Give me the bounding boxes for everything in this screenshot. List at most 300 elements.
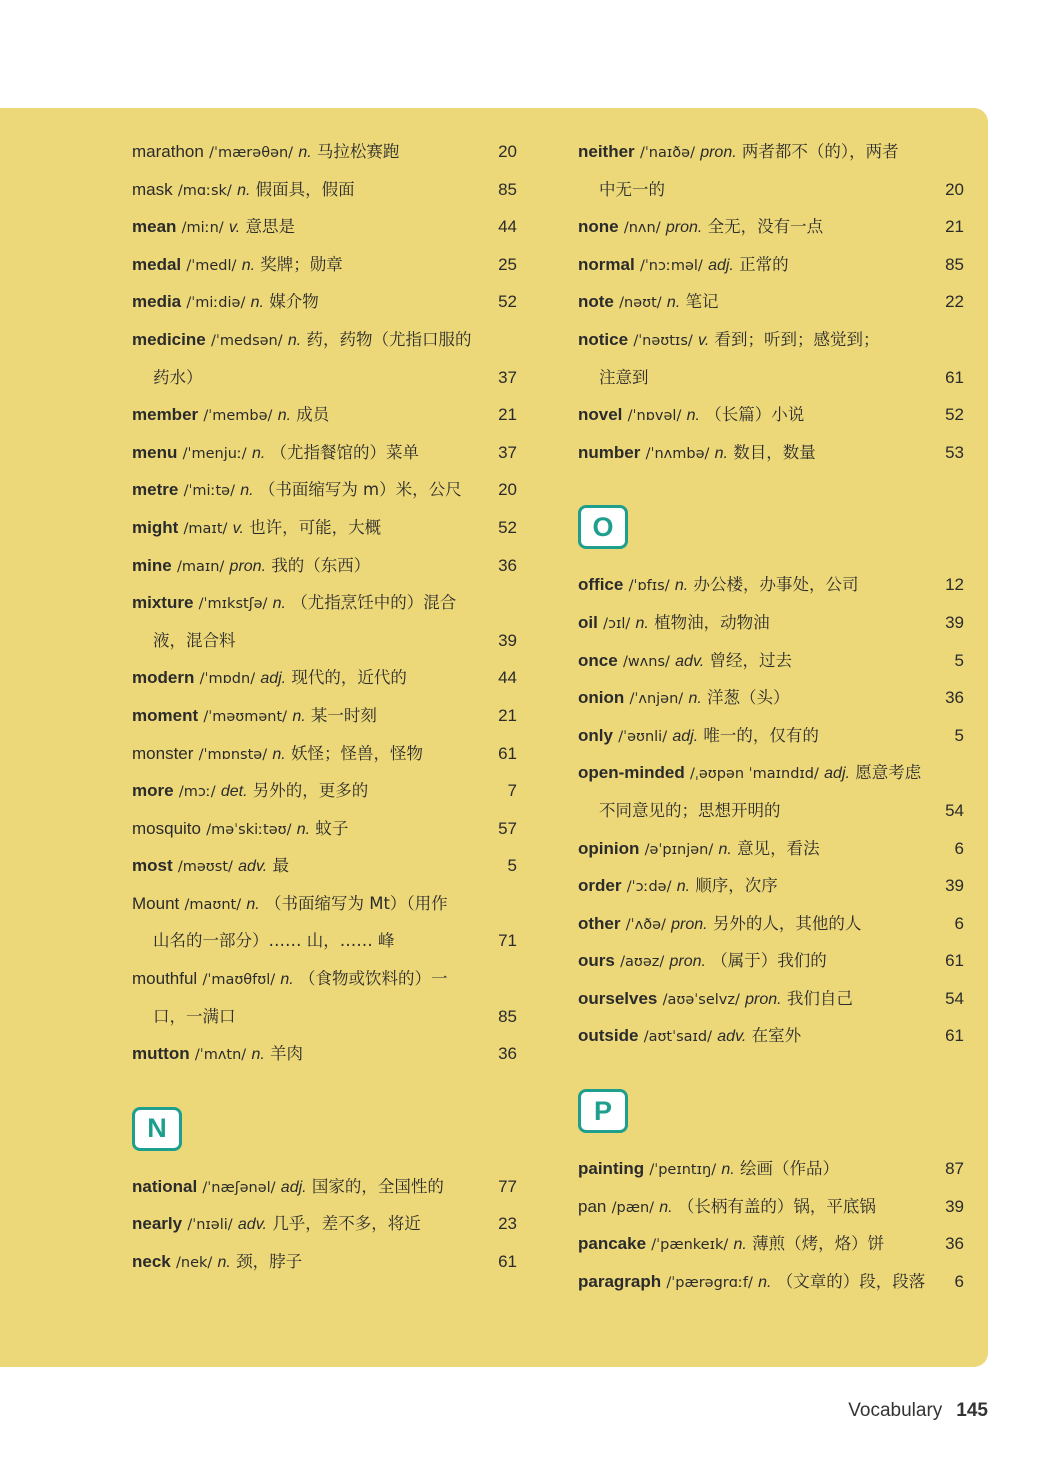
phonetic: /maɪn/ (176, 558, 225, 575)
page-footer (848, 1400, 988, 1422)
entry-text (578, 1263, 925, 1303)
headword: other (578, 913, 621, 933)
phonetic: /ˈpænkeɪk/ (651, 1237, 729, 1254)
entry-text (132, 847, 289, 887)
definition: 两者都不（的），两者 (741, 142, 899, 161)
page-reference: 44 (498, 217, 517, 237)
headword: medicine (132, 329, 206, 349)
phonetic: /ˈnæʃənəl/ (202, 1179, 276, 1196)
vocab-line (578, 1263, 964, 1301)
headword: open-minded (578, 763, 685, 783)
part-of-speech: adv. (717, 1028, 747, 1046)
phonetic: /ˈmenjuː/ (182, 445, 247, 462)
phonetic: /ˈmembə/ (203, 408, 273, 425)
part-of-speech: adv. (238, 858, 268, 876)
part-of-speech: pron. (665, 219, 703, 237)
vocab-line (132, 133, 517, 171)
page-reference: 36 (498, 1044, 517, 1064)
part-of-speech: n. (250, 294, 264, 312)
headword: nearly (132, 1214, 183, 1234)
vocab-line (132, 246, 517, 284)
headword: mouthful (132, 969, 198, 989)
entry-text (132, 359, 203, 397)
vocab-line (578, 321, 964, 359)
part-of-speech: n. (237, 181, 251, 199)
phonetic: /ˈmɒnstə/ (198, 746, 268, 763)
part-of-speech: n. (287, 331, 302, 349)
vocab-line (132, 622, 517, 660)
definition: 几乎，差不多，将近 (272, 1214, 421, 1234)
part-of-speech: n. (280, 971, 294, 989)
entry-text (132, 246, 343, 286)
page-reference: 61 (945, 367, 964, 387)
entry-text (132, 697, 377, 737)
letter-p-badge: P (578, 1089, 628, 1133)
vocab-line (132, 847, 517, 885)
definition: （文章的）段，段落 (776, 1271, 926, 1291)
entry-text (132, 960, 447, 1000)
vocab-line (578, 754, 964, 792)
vocab-line (578, 171, 964, 209)
definition: 妖怪；怪兽，怪物 (290, 743, 423, 763)
headword: mosquito (132, 818, 201, 838)
headword: member (132, 405, 199, 425)
p-entries-list (578, 1150, 964, 1300)
page-reference: 7 (507, 781, 517, 801)
page-reference: 52 (498, 292, 517, 312)
part-of-speech: adj. (824, 765, 850, 783)
entry-text (132, 208, 295, 248)
page-reference: 85 (945, 254, 964, 274)
vocab-line (132, 547, 517, 585)
part-of-speech: n. (659, 1198, 673, 1216)
definition-continued: 注意到 (599, 367, 649, 387)
entry-text (578, 905, 861, 945)
page-reference: 39 (945, 876, 964, 896)
headword: normal (578, 254, 635, 274)
page-reference: 57 (498, 818, 517, 838)
part-of-speech: adj. (708, 256, 734, 274)
phonetic: /ɔɪl/ (603, 615, 631, 632)
entry-text (132, 434, 419, 474)
part-of-speech: n. (676, 878, 691, 896)
page-reference: 37 (498, 442, 517, 462)
headword: metre (132, 480, 179, 500)
page-reference: 5 (954, 650, 964, 670)
headword: monster (132, 743, 194, 763)
entry-text (578, 171, 665, 209)
page-reference: 20 (498, 142, 517, 161)
page-reference: 71 (498, 931, 517, 951)
entry-text (132, 396, 329, 436)
entry-text (132, 509, 381, 549)
part-of-speech: n. (666, 294, 681, 312)
headword: paragraph (578, 1271, 662, 1291)
definition: 药，药物（尤指口服的 (306, 329, 472, 349)
phonetic: /ˈmiːdiə/ (186, 295, 246, 312)
headword: order (578, 876, 622, 896)
definition: 绘画（作品） (739, 1159, 839, 1179)
definition: （长柄有盖的）锅，平底锅 (677, 1196, 876, 1216)
page-number: 145 (956, 1400, 988, 1421)
phonetic: /ˌəʊpən ˈmaɪndɪd/ (689, 766, 819, 783)
vocab-line (578, 359, 964, 397)
definition: 曾经，过去 (709, 650, 792, 670)
part-of-speech: v. (228, 219, 241, 237)
vocab-line (578, 679, 964, 717)
entry-text (132, 922, 395, 960)
headword: note (578, 292, 614, 312)
phonetic: /ˈʌnjən/ (629, 691, 684, 708)
part-of-speech: adv. (675, 652, 705, 670)
phonetic: /məʊst/ (177, 859, 233, 876)
page-reference: 21 (945, 217, 964, 237)
vocab-line (132, 960, 517, 998)
vocab-line (578, 830, 964, 868)
vocab-line (132, 1243, 517, 1281)
entry-text (132, 321, 471, 361)
entry-text (578, 1188, 876, 1228)
headword: neck (132, 1252, 171, 1272)
phonetic: /wʌns/ (622, 653, 670, 670)
part-of-speech: n. (217, 1254, 231, 1272)
part-of-speech: n. (298, 144, 312, 161)
phonetic: /ˈmiːtə/ (183, 483, 235, 500)
entry-text (578, 754, 921, 794)
page-reference: 85 (498, 179, 517, 199)
entry-text (578, 359, 649, 397)
headword: more (132, 781, 174, 801)
part-of-speech: pron. (671, 915, 708, 933)
phonetic: /ˈmɒdn/ (199, 671, 256, 688)
definition: 假面具，假面 (255, 179, 355, 199)
definition: 愿意考虑 (855, 763, 922, 783)
vocab-line (578, 208, 964, 246)
entry-text (132, 283, 319, 323)
phonetic: /miːn/ (181, 220, 224, 237)
vocab-line (132, 735, 517, 773)
phonetic: /aʊtˈsaɪd/ (643, 1029, 713, 1046)
n-entries-list (132, 1168, 517, 1281)
entry-text (578, 396, 804, 436)
headword: office (578, 575, 624, 595)
headword: moment (132, 705, 199, 725)
entry-text (132, 1035, 303, 1075)
headword: mean (132, 217, 177, 237)
definition: 奖牌；勋章 (260, 254, 343, 274)
part-of-speech: n. (674, 577, 689, 595)
headword: mixture (132, 593, 194, 613)
phonetic: /məˈskiːtəʊ/ (206, 821, 292, 838)
definition: 某一时刻 (310, 705, 377, 725)
definition: 羊肉 (270, 1044, 304, 1064)
headword: ourselves (578, 988, 658, 1008)
entry-text (132, 547, 370, 587)
part-of-speech: pron. (669, 953, 706, 971)
page-reference: 54 (945, 988, 964, 1008)
phonetic: /ˈəʊnli/ (618, 728, 668, 745)
part-of-speech: adv. (237, 1216, 267, 1234)
page-reference: 52 (945, 405, 964, 425)
vocab-line (132, 283, 517, 321)
part-of-speech: n. (277, 407, 292, 425)
part-of-speech: n. (251, 1046, 265, 1064)
part-of-speech: v. (232, 519, 244, 537)
page-reference: 22 (945, 292, 964, 312)
vocab-line (578, 1150, 964, 1188)
vocab-line (578, 396, 964, 434)
entry-text (132, 584, 456, 624)
page-reference: 21 (498, 705, 517, 725)
part-of-speech: n. (635, 614, 649, 632)
entry-text (132, 885, 448, 925)
page-reference: 39 (498, 630, 517, 650)
vocab-line (132, 1168, 517, 1206)
definition: 我们自己 (786, 988, 853, 1008)
vocab-line (132, 998, 517, 1036)
part-of-speech: n. (272, 595, 286, 613)
definition: （长篇）小说 (705, 405, 805, 425)
headword: once (578, 650, 618, 670)
phonetic: /ˈnɔːməl/ (639, 257, 703, 274)
phonetic: /pæn/ (611, 1199, 655, 1216)
headword: most (132, 856, 173, 876)
entry-text (578, 980, 853, 1020)
definition: 笔记 (685, 292, 719, 312)
page-reference: 25 (498, 254, 517, 274)
entry-text (132, 1243, 302, 1283)
page-reference: 6 (954, 838, 964, 858)
part-of-speech: n. (241, 256, 256, 274)
entry-text (578, 321, 880, 361)
phonetic: /nek/ (176, 1255, 213, 1272)
entry-text (578, 208, 823, 248)
page-reference: 21 (498, 405, 517, 425)
headword: number (578, 442, 641, 462)
entry-text (578, 867, 778, 907)
phonetic: /aʊəˈselvz/ (662, 991, 740, 1008)
headword: mine (132, 555, 172, 575)
entry-text (578, 942, 827, 982)
vocab-line (132, 697, 517, 735)
headword: mutton (132, 1044, 190, 1064)
phonetic: /ˈmedsən/ (210, 332, 283, 349)
vocab-line (132, 885, 517, 923)
phonetic: /ˈpærəgrɑːf/ (666, 1274, 753, 1291)
definition: 颈，脖子 (236, 1252, 303, 1272)
entry-text (578, 1150, 839, 1190)
entry-text (132, 772, 368, 812)
vocab-line (578, 867, 964, 905)
phonetic: /ˈmærəθən/ (209, 145, 294, 161)
definition: （尤指餐馆的）菜单 (270, 442, 420, 462)
page-reference: 36 (498, 555, 517, 575)
part-of-speech: det. (220, 783, 248, 801)
definition-continued: 液，混合料 (153, 630, 236, 650)
phonetic: /ˈnəʊtɪs/ (633, 332, 693, 349)
part-of-speech: n. (272, 745, 286, 763)
entry-text (578, 434, 816, 474)
phonetic: /mɔː/ (178, 784, 216, 801)
entry-text (578, 283, 719, 323)
phonetic: /mɑːsk/ (177, 182, 232, 199)
phonetic: /ˈʌðə/ (625, 916, 666, 933)
page-reference: 52 (498, 517, 517, 537)
definition: 媒介物 (269, 292, 319, 312)
vocab-line (132, 659, 517, 697)
headword: national (132, 1176, 198, 1196)
headword: opinion (578, 838, 640, 858)
vocab-line (132, 509, 517, 547)
headword: menu (132, 442, 178, 462)
entry-text (578, 642, 792, 682)
vocab-line (132, 810, 517, 848)
headword: Mount (132, 893, 180, 913)
headword: ours (578, 951, 615, 971)
part-of-speech: adj. (280, 1178, 307, 1196)
vocab-line (132, 1035, 517, 1073)
headword: oil (578, 612, 598, 632)
definition: 在室外 (751, 1026, 802, 1046)
part-of-speech: n. (296, 820, 311, 838)
page-reference: 87 (945, 1159, 964, 1179)
phonetic: /ˈpeɪntɪŋ/ (649, 1162, 717, 1179)
entry-text (578, 830, 820, 870)
definition: 马拉松赛跑 (316, 142, 400, 161)
page-reference: 77 (498, 1176, 517, 1196)
phonetic: /ˈɔːdə/ (626, 879, 672, 896)
headword: media (132, 292, 182, 312)
definition: （属于）我们的 (711, 951, 827, 971)
left-column (132, 133, 517, 1281)
headword: pan (578, 1196, 607, 1216)
page-reference: 6 (954, 913, 964, 933)
entry-text (132, 810, 348, 850)
phonetic: /əˈpɪnjən/ (644, 841, 714, 858)
part-of-speech: pron. (745, 990, 782, 1008)
page-reference: 39 (945, 1196, 964, 1216)
entry-text (132, 659, 407, 699)
headword: modern (132, 668, 195, 688)
headword: outside (578, 1026, 639, 1046)
page-reference: 20 (945, 179, 964, 199)
part-of-speech: adj. (672, 727, 699, 745)
page-reference: 36 (945, 1234, 964, 1254)
vocab-line (578, 717, 964, 755)
vocab-line (132, 772, 517, 810)
definition: 另外的人，其他的人 (712, 913, 862, 933)
right-column (578, 133, 964, 1300)
part-of-speech: n. (721, 1161, 735, 1179)
headword: medal (132, 254, 182, 274)
entry-text (132, 998, 236, 1036)
phonetic: /ˈnɪəli/ (187, 1217, 233, 1234)
phonetic: /maɪt/ (183, 520, 228, 537)
part-of-speech: n. (292, 707, 306, 725)
definition: 洋葱（头） (707, 688, 790, 708)
vocab-line (578, 1017, 964, 1055)
headword: pancake (578, 1234, 647, 1254)
definition: 最 (272, 856, 289, 876)
entry-text (132, 735, 423, 775)
definition: 顺序，次序 (695, 876, 778, 896)
definition: 意见，看法 (737, 838, 820, 858)
headword: marathon (132, 142, 204, 161)
part-of-speech: v. (698, 331, 710, 349)
letter-n-badge: N (132, 1107, 182, 1151)
phonetic: /ˈmɪkstʃə/ (198, 596, 268, 613)
phonetic: /ˈnʌmbə/ (645, 445, 710, 462)
part-of-speech: pron. (229, 557, 267, 575)
part-of-speech: pron. (700, 144, 737, 161)
vocab-line (578, 283, 964, 321)
headword: painting (578, 1159, 645, 1179)
definition-continued: 药水） (153, 367, 203, 387)
footer-label: Vocabulary (848, 1400, 943, 1421)
entry-text (132, 1205, 421, 1245)
vocab-line (578, 1225, 964, 1263)
entry-text (132, 471, 462, 511)
definition-continued: 不同意见的；思想开明的 (599, 800, 781, 820)
phonetic: /ˈnaɪðə/ (639, 145, 695, 161)
definition: （书面缩写为 Mt）（用作 (264, 893, 448, 913)
entry-text (578, 679, 790, 719)
m-entries-list (132, 133, 517, 1073)
letter-o-badge: O (578, 505, 628, 549)
page-reference: 37 (498, 367, 517, 387)
definition-continued: 山名的一部分）…… 山，…… 峰 (153, 931, 395, 951)
entry-text (132, 171, 355, 211)
page-reference: 61 (945, 1026, 964, 1046)
definition: 现代的，近代的 (291, 668, 407, 688)
page-reference: 44 (498, 668, 517, 688)
entry-text (132, 622, 236, 660)
part-of-speech: n. (251, 444, 266, 462)
definition-continued: 口，一满口 (153, 1006, 236, 1026)
vocab-line (578, 604, 964, 642)
page-reference: 53 (945, 442, 964, 462)
part-of-speech: n. (758, 1273, 772, 1291)
definition: 数目，数量 (733, 442, 816, 462)
page-reference: 85 (498, 1006, 517, 1026)
vocab-line (578, 942, 964, 980)
part-of-speech: n. (718, 840, 732, 858)
definition: 蚊子 (315, 818, 349, 838)
vocab-line (578, 434, 964, 472)
phonetic: /ˈnɒvəl/ (627, 408, 682, 425)
vocab-line (578, 792, 964, 830)
part-of-speech: n. (240, 482, 254, 500)
headword: novel (578, 405, 623, 425)
definition: 看到；听到；感觉到； (714, 329, 880, 349)
entry-text (578, 717, 819, 757)
entry-text (578, 246, 789, 286)
vocab-line (132, 321, 517, 359)
definition: （食物或饮料的）一 (298, 969, 448, 989)
vocab-line (578, 1188, 964, 1226)
part-of-speech: n. (733, 1236, 747, 1254)
page-reference: 12 (945, 575, 964, 595)
vocab-line (132, 471, 517, 509)
definition: 全无，没有一点 (707, 217, 824, 237)
definition: （书面缩写为 m）米，公尺 (258, 480, 462, 500)
part-of-speech: n. (246, 895, 260, 913)
vocab-line (578, 642, 964, 680)
vocab-line (132, 434, 517, 472)
part-of-speech: adj. (260, 670, 287, 688)
definition-continued: 中无一的 (599, 179, 665, 199)
entry-text (578, 1225, 884, 1265)
